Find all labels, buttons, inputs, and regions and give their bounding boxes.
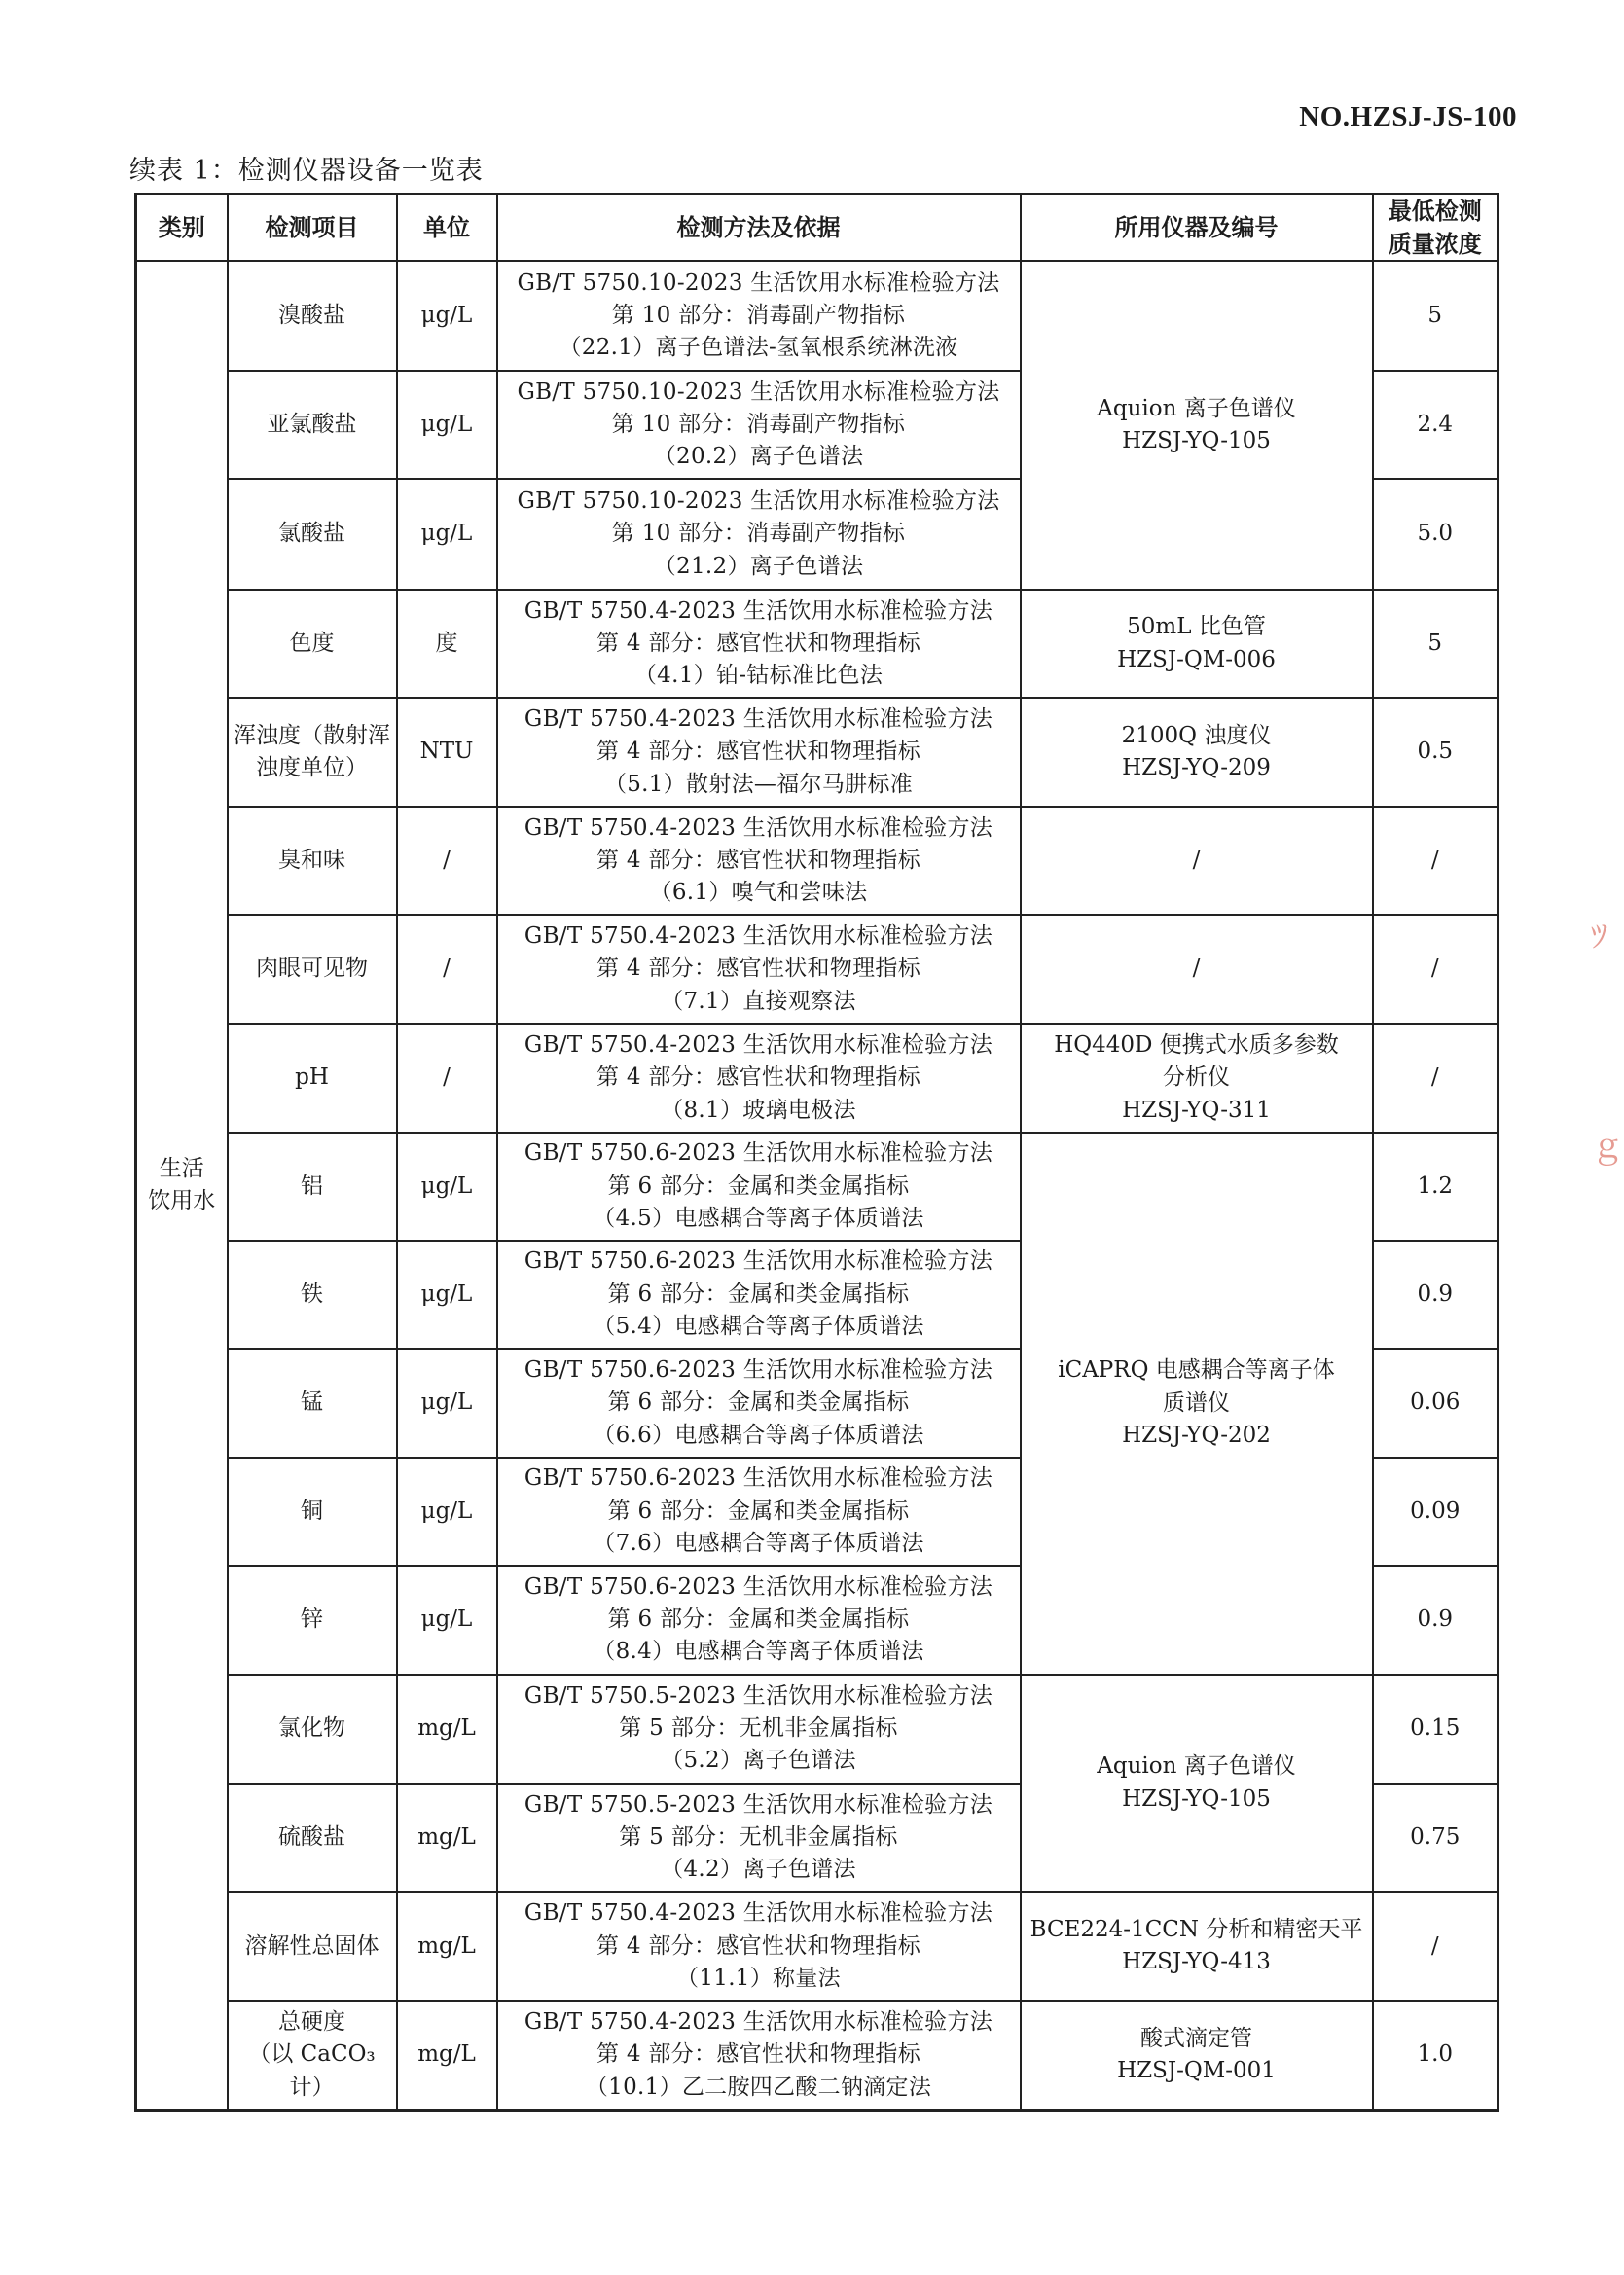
instrument-line: 分析仪: [1163, 1065, 1230, 1091]
instrument-table: [134, 193, 1499, 2112]
item-line: （以 CaCO₃计）: [248, 2041, 376, 2100]
item-line: 铜: [301, 1498, 323, 1524]
instrument-cell: [1021, 1133, 1373, 1674]
mdl-cell: 0.15: [1373, 1675, 1498, 1784]
table-row: [136, 261, 1498, 370]
method-cell: [497, 261, 1021, 370]
item-cell: [228, 590, 397, 698]
method-line: （4.2）离子色谱法: [661, 1857, 856, 1883]
method-cell: [497, 807, 1021, 915]
method-line: （6.1）嗅气和尝味法: [649, 880, 868, 906]
item-line: 锰: [301, 1390, 323, 1416]
instrument-line: HZSJ-YQ-202: [1122, 1423, 1271, 1449]
item-line: 亚氯酸盐: [267, 412, 357, 437]
header-mdl-line: 最低检测: [1388, 197, 1482, 226]
method-cell: [497, 479, 1021, 589]
instrument-line: HZSJ-YQ-105: [1122, 1786, 1271, 1812]
header-unit: 单位: [397, 194, 497, 261]
instrument-line: HZSJ-YQ-413: [1122, 1949, 1271, 1975]
method-line: （4.5）电感耦合等离子体质谱法: [593, 1206, 924, 1232]
method-cell: [497, 590, 1021, 698]
table-row: [136, 1024, 1498, 1133]
item-line: 硫酸盐: [278, 1824, 345, 1851]
item-line: 色度: [289, 630, 335, 656]
method-line: （5.2）离子色谱法: [661, 1748, 856, 1774]
method-line: GB/T 5750.4-2023 生活饮用水标准检验方法: [523, 706, 993, 733]
method-cell: [497, 698, 1021, 806]
method-line: 第 6 部分：金属和类金属指标: [607, 1173, 910, 1199]
item-line: 溶解性总固体: [244, 1932, 379, 1959]
instrument-line: HZSJ-QM-006: [1117, 646, 1276, 672]
item-line: pH: [295, 1065, 329, 1091]
unit-cell: /: [397, 1024, 497, 1133]
unit-cell: μg/L: [397, 371, 497, 479]
unit-cell: μg/L: [397, 479, 497, 589]
method-line: GB/T 5750.6-2023 生活饮用水标准检验方法: [523, 1356, 993, 1383]
instrument-line: BCE224-1CCN 分析和精密天平: [1029, 1916, 1363, 1942]
red-stamp-edge: ﾂ: [1591, 918, 1607, 957]
unit-cell: /: [397, 807, 497, 915]
mdl-cell: 0.06: [1373, 1349, 1498, 1457]
mdl-cell: 5.0: [1373, 479, 1498, 589]
mdl-cell: /: [1373, 807, 1498, 915]
header-item: 检测项目: [228, 194, 397, 261]
header-instrument: 所用仪器及编号: [1021, 194, 1373, 261]
method-cell: [497, 1349, 1021, 1457]
item-cell: [228, 1566, 397, 1674]
instrument-line: 酸式滴定管: [1140, 2025, 1252, 2051]
method-line: （8.4）电感耦合等离子体质谱法: [593, 1639, 924, 1665]
method-line: （7.1）直接观察法: [661, 988, 856, 1014]
method-line: GB/T 5750.6-2023 生活饮用水标准检验方法: [523, 1465, 993, 1492]
item-line: 臭和味: [278, 847, 345, 873]
document-number: NO.HZSJ-JS-100: [1299, 101, 1517, 132]
method-line: （6.6）电感耦合等离子体质谱法: [593, 1422, 924, 1448]
instrument-cell: [1021, 590, 1373, 698]
method-line: 第 6 部分：金属和类金属指标: [607, 1498, 910, 1524]
method-cell: [497, 1024, 1021, 1133]
header-method: 检测方法及依据: [497, 194, 1021, 261]
method-line: （8.1）玻璃电极法: [661, 1097, 856, 1123]
category-line: 生活: [159, 1155, 204, 1181]
mdl-cell: 5: [1373, 590, 1498, 698]
item-cell: [228, 1458, 397, 1566]
method-line: （22.1）离子色谱法-氢氧根系统淋洗液: [559, 335, 958, 361]
category-line: 饮用水: [148, 1188, 216, 1214]
unit-cell: mg/L: [397, 1892, 497, 2000]
mdl-cell: 2.4: [1373, 371, 1498, 479]
instrument-line: /: [1192, 956, 1201, 982]
item-line: 肉眼可见物: [256, 956, 368, 982]
instrument-cell: [1021, 1675, 1373, 1893]
method-cell: [497, 1892, 1021, 2000]
item-cell: [228, 915, 397, 1023]
instrument-cell: [1021, 698, 1373, 806]
table-row: [136, 590, 1498, 698]
instrument-line: HZSJ-YQ-105: [1122, 428, 1271, 454]
method-line: 第 5 部分：无机非金属指标: [619, 1824, 898, 1851]
unit-cell: μg/L: [397, 1349, 497, 1457]
method-line: （20.2）离子色谱法: [653, 444, 864, 470]
instrument-line: /: [1192, 847, 1201, 873]
method-line: GB/T 5750.4-2023 生活饮用水标准检验方法: [523, 1031, 993, 1058]
mdl-cell: 0.75: [1373, 1784, 1498, 1892]
item-line: 铁: [301, 1281, 323, 1307]
item-line: 铝: [301, 1173, 323, 1199]
instrument-line: 质谱仪: [1163, 1390, 1230, 1416]
item-cell: [228, 1024, 397, 1133]
item-line: 总硬度: [278, 2008, 345, 2035]
table-title: 续表 1：检测仪器设备一览表: [129, 156, 484, 186]
unit-cell: mg/L: [397, 1675, 497, 1784]
item-cell: [228, 1133, 397, 1240]
instrument-line: 2100Q 浊度仪: [1121, 722, 1272, 748]
mdl-cell: 0.9: [1373, 1566, 1498, 1674]
header-row: [136, 194, 1498, 261]
method-cell: [497, 915, 1021, 1023]
method-cell: [497, 1458, 1021, 1566]
method-line: GB/T 5750.10-2023 生活饮用水标准检验方法: [517, 488, 1000, 515]
instrument-line: HZSJ-YQ-209: [1122, 755, 1271, 781]
instrument-cell: [1021, 807, 1373, 915]
red-stamp-edge: ｇ: [1591, 1127, 1624, 1166]
method-line: 第 6 部分：金属和类金属指标: [607, 1390, 910, 1416]
table-row: [136, 1892, 1498, 2000]
method-cell: [497, 1784, 1021, 1892]
item-cell: [228, 698, 397, 806]
mdl-cell: 5: [1373, 261, 1498, 370]
mdl-cell: 1.0: [1373, 2001, 1498, 2111]
item-line: 浊度单位）: [256, 755, 368, 781]
item-line: 锌: [301, 1607, 323, 1633]
unit-cell: μg/L: [397, 1458, 497, 1566]
unit-cell: μg/L: [397, 1133, 497, 1240]
mdl-cell: 0.09: [1373, 1458, 1498, 1566]
method-line: 第 5 部分：无机非金属指标: [619, 1715, 898, 1742]
mdl-cell: 0.5: [1373, 698, 1498, 806]
table-row: [136, 915, 1498, 1023]
instrument-line: HZSJ-QM-001: [1117, 2057, 1276, 2083]
header-mdl-line: 质量浓度: [1388, 229, 1482, 258]
instrument-cell: [1021, 1892, 1373, 2000]
method-cell: [497, 1241, 1021, 1349]
unit-cell: μg/L: [397, 1241, 497, 1349]
item-cell: [228, 261, 397, 370]
method-line: （4.1）铂-钴标准比色法: [633, 663, 884, 689]
instrument-line: Aquion 离子色谱仪: [1097, 395, 1296, 421]
method-line: GB/T 5750.6-2023 生活饮用水标准检验方法: [523, 1573, 993, 1600]
mdl-cell: 0.9: [1373, 1241, 1498, 1349]
method-cell: [497, 371, 1021, 479]
method-line: （5.1）散射法—福尔马肼标准: [603, 771, 914, 797]
item-cell: [228, 479, 397, 589]
method-line: GB/T 5750.4-2023 生活饮用水标准检验方法: [523, 597, 993, 624]
item-cell: [228, 1784, 397, 1892]
method-line: GB/T 5750.10-2023 生活饮用水标准检验方法: [517, 270, 1000, 296]
mdl-cell: /: [1373, 1024, 1498, 1133]
method-line: 第 4 部分：感官性状和物理指标: [595, 630, 921, 656]
table-row: [136, 698, 1498, 806]
method-line: （10.1）乙二胺四乙酸二钠滴定法: [585, 2074, 932, 2100]
instrument-line: iCAPRQ 电感耦合等离子体: [1058, 1357, 1335, 1384]
method-line: GB/T 5750.5-2023 生活饮用水标准检验方法: [523, 1682, 993, 1709]
item-cell: [228, 2001, 397, 2111]
instrument-cell: [1021, 1024, 1373, 1133]
method-line: 第 10 部分：消毒副产物指标: [611, 303, 906, 329]
method-line: （7.6）电感耦合等离子体质谱法: [593, 1531, 924, 1557]
instrument-line: Aquion 离子色谱仪: [1097, 1753, 1296, 1780]
mdl-cell: /: [1373, 1892, 1498, 2000]
method-line: GB/T 5750.4-2023 生活饮用水标准检验方法: [523, 923, 993, 949]
item-line: 浑浊度（散射浑: [234, 722, 390, 748]
mdl-cell: /: [1373, 915, 1498, 1023]
header-mdl: [1373, 194, 1498, 261]
item-cell: [228, 807, 397, 915]
method-line: GB/T 5750.6-2023 生活饮用水标准检验方法: [523, 1248, 993, 1275]
method-cell: [497, 1675, 1021, 1784]
method-cell: [497, 2001, 1021, 2111]
method-line: GB/T 5750.5-2023 生活饮用水标准检验方法: [523, 1791, 993, 1818]
method-line: 第 4 部分：感官性状和物理指标: [595, 1932, 921, 1959]
unit-cell: /: [397, 915, 497, 1023]
table-row: [136, 1675, 1498, 1784]
item-line: 溴酸盐: [278, 303, 345, 329]
method-line: 第 4 部分：感官性状和物理指标: [595, 2041, 921, 2068]
method-cell: [497, 1566, 1021, 1674]
item-cell: [228, 1675, 397, 1784]
instrument-cell: [1021, 261, 1373, 589]
method-line: 第 4 部分：感官性状和物理指标: [595, 1065, 921, 1091]
mdl-cell: 1.2: [1373, 1133, 1498, 1240]
item-cell: [228, 1349, 397, 1457]
unit-cell: NTU: [397, 698, 497, 806]
item-cell: [228, 1892, 397, 2000]
instrument-line: HZSJ-YQ-311: [1122, 1097, 1271, 1123]
table-row: [136, 2001, 1498, 2111]
instrument-line: 50mL 比色管: [1127, 614, 1266, 640]
item-line: 氯化物: [278, 1715, 345, 1742]
item-cell: [228, 371, 397, 479]
instrument-cell: [1021, 2001, 1373, 2111]
unit-cell: μg/L: [397, 1566, 497, 1674]
method-line: 第 10 部分：消毒副产物指标: [611, 521, 906, 547]
item-line: 氯酸盐: [278, 521, 345, 547]
method-line: （21.2）离子色谱法: [653, 553, 864, 579]
method-line: GB/T 5750.4-2023 生活饮用水标准检验方法: [523, 814, 993, 841]
unit-cell: mg/L: [397, 2001, 497, 2111]
method-line: 第 10 部分：消毒副产物指标: [611, 412, 906, 437]
method-line: 第 4 部分：感官性状和物理指标: [595, 739, 921, 765]
method-line: （11.1）称量法: [676, 1965, 841, 1991]
unit-cell: μg/L: [397, 261, 497, 370]
unit-cell: mg/L: [397, 1784, 497, 1892]
method-line: GB/T 5750.4-2023 生活饮用水标准检验方法: [523, 1900, 993, 1927]
method-line: （5.4）电感耦合等离子体质谱法: [593, 1314, 924, 1340]
instrument-cell: [1021, 915, 1373, 1023]
method-line: 第 6 部分：金属和类金属指标: [607, 1281, 910, 1307]
instrument-line: HQ440D 便携式水质多参数: [1054, 1031, 1339, 1058]
table-row: [136, 807, 1498, 915]
header-category: 类别: [136, 194, 228, 261]
table-row: [136, 1133, 1498, 1240]
category-cell: [136, 261, 228, 2110]
method-line: GB/T 5750.10-2023 生活饮用水标准检验方法: [517, 379, 1000, 405]
item-cell: [228, 1241, 397, 1349]
method-line: 第 4 部分：感官性状和物理指标: [595, 956, 921, 982]
method-line: 第 4 部分：感官性状和物理指标: [595, 847, 921, 873]
method-line: GB/T 5750.6-2023 生活饮用水标准检验方法: [523, 1140, 993, 1167]
method-line: GB/T 5750.4-2023 生活饮用水标准检验方法: [523, 2008, 993, 2035]
method-cell: [497, 1133, 1021, 1240]
method-line: 第 6 部分：金属和类金属指标: [607, 1607, 910, 1633]
unit-cell: 度: [397, 590, 497, 698]
